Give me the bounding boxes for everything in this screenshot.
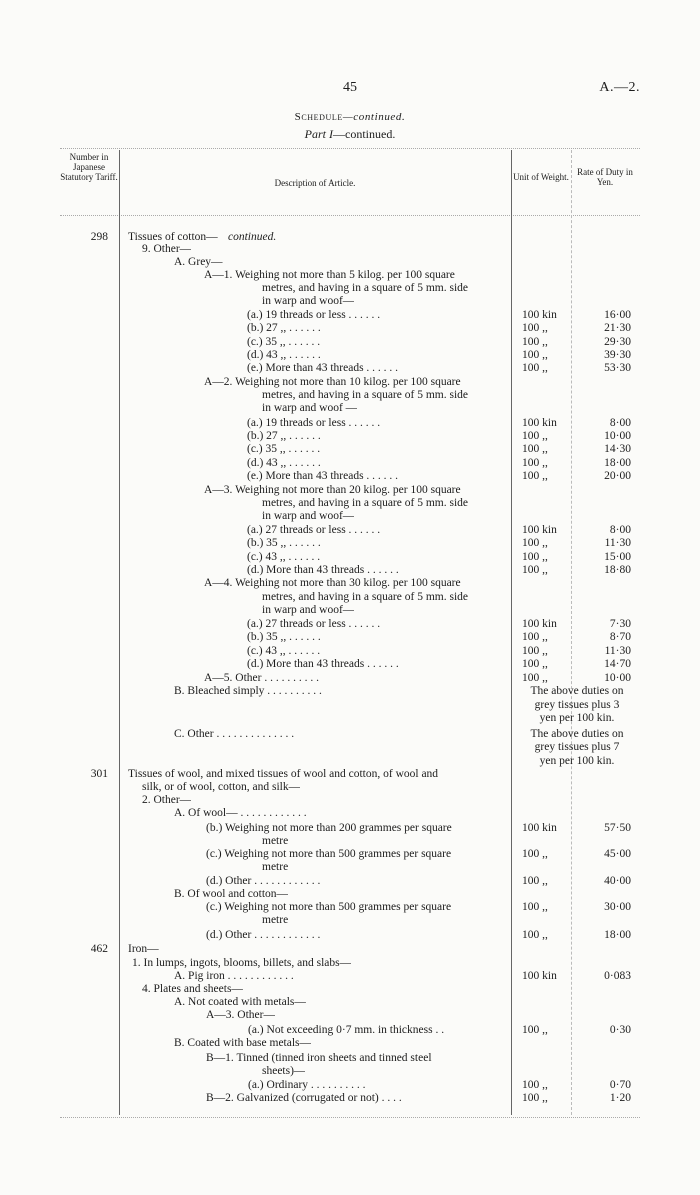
duty-note: The above duties on: [530, 728, 624, 740]
rate-of-duty: 20·00: [604, 470, 631, 482]
table-row: [0, 712, 700, 725]
article-description: (a.) 19 threads or less . . . . . .: [247, 417, 381, 429]
tariff-number: 298: [90, 231, 108, 243]
duty-note: The above duties on: [530, 685, 624, 697]
article-description: B. Of wool and cotton—: [174, 888, 289, 900]
article-description: B. Bleached simply . . . . . . . . . .: [174, 685, 322, 697]
table-row: [0, 755, 700, 768]
table-row: [0, 1024, 700, 1037]
table-row: [0, 269, 700, 282]
unit-of-weight: 100 ,,: [522, 645, 548, 657]
rate-of-duty: 45·00: [604, 848, 631, 860]
article-description: (d.) Other . . . . . . . . . . . .: [206, 875, 321, 887]
rate-of-duty: 39·30: [604, 349, 631, 361]
table-row: [0, 591, 700, 604]
table-row: [0, 497, 700, 510]
article-description: (e.) More than 43 threads . . . . . .: [247, 362, 399, 374]
duty-note: yen per 100 kin.: [539, 712, 615, 724]
article-description: (d.) Other . . . . . . . . . . . .: [206, 929, 321, 941]
table-row: [0, 901, 700, 914]
table-row: [0, 768, 700, 781]
table-row: [0, 537, 700, 550]
table-row: [0, 510, 700, 523]
unit-of-weight: 100 ,,: [522, 457, 548, 469]
schedule-continued: —continued.: [342, 111, 406, 123]
table-row: [0, 524, 700, 537]
article-description: 1. In lumps, ingots, blooms, billets, and slabs—: [132, 957, 352, 969]
article-description: sheets)—: [262, 1065, 306, 1077]
article-description: A—4. Weighing not more than 30 kilog. per 100 square: [204, 577, 461, 589]
rate-of-duty: 18·80: [604, 564, 631, 576]
article-description: (b.) 35 ,, . . . . . .: [247, 631, 321, 643]
table-row: [0, 1079, 700, 1092]
article-description: (c.) Weighing not more than 500 grammes per square: [206, 848, 452, 860]
unit-of-weight: 100 ,,: [522, 929, 548, 941]
table-row: [0, 336, 700, 349]
article-description: 4. Plates and sheets—: [142, 983, 243, 995]
unit-of-weight: 100 ,,: [522, 658, 548, 670]
rate-of-duty: 18·00: [604, 929, 631, 941]
article-description: (a.) Ordinary . . . . . . . . . .: [248, 1079, 366, 1091]
table-row: [0, 618, 700, 631]
article-description: A. Of wool— . . . . . . . . . . . .: [174, 807, 307, 819]
duty-note: grey tissues plus 7: [534, 741, 620, 753]
article-description: Iron—: [128, 943, 159, 955]
article-description: (d.) More than 43 threads . . . . . .: [247, 658, 399, 670]
table-row: [0, 685, 700, 698]
table-row: [0, 888, 700, 901]
table-row: [0, 470, 700, 483]
table-row: [0, 929, 700, 942]
article-description: B. Coated with base metals—: [174, 1037, 312, 1049]
article-description: B—1. Tinned (tinned iron sheets and tinned steel: [206, 1052, 432, 1064]
unit-of-weight: 100 ,,: [522, 901, 548, 913]
document-reference: A.—2.: [599, 80, 640, 95]
article-description: metres, and having in a square of 5 mm. side: [262, 389, 468, 401]
article-description: 9. Other—: [142, 243, 192, 255]
table-row: [0, 443, 700, 456]
article-description: (a.) Not exceeding 0·7 mm. in thickness . .: [248, 1024, 445, 1036]
article-description: 2. Other—: [142, 794, 192, 806]
unit-of-weight: 100 ,,: [522, 362, 548, 374]
table-row: [0, 807, 700, 820]
article-description: A. Not coated with metals—: [174, 996, 306, 1008]
table-row: [0, 1037, 700, 1050]
article-description: silk, or of wool, cotton, and silk—: [142, 781, 301, 793]
unit-of-weight: 100 kin: [522, 822, 557, 834]
article-description: (b.) Weighing not more than 200 grammes per square: [206, 822, 452, 834]
unit-of-weight: 100 kin: [522, 970, 557, 982]
article-description: in warp and woof—: [262, 295, 355, 307]
article-description: metre: [262, 914, 289, 926]
rate-of-duty: 57·50: [604, 822, 631, 834]
table-row: [0, 645, 700, 658]
unit-of-weight: 100 ,,: [522, 349, 548, 361]
article-description: (b.) 27 ,, . . . . . .: [247, 430, 321, 442]
table-row: [0, 996, 700, 1009]
rate-of-duty: 0·083: [604, 970, 631, 982]
table-row: [0, 848, 700, 861]
table-row: [0, 1092, 700, 1105]
table-row: [0, 349, 700, 362]
rate-of-duty: 40·00: [604, 875, 631, 887]
unit-of-weight: 100 ,,: [522, 1092, 548, 1104]
unit-of-weight: 100 ,,: [522, 1024, 548, 1036]
table-row: [0, 430, 700, 443]
table-row: [0, 551, 700, 564]
article-description: (b.) 35 ,, . . . . . .: [247, 537, 321, 549]
column-header-unit: Unit of Weight.: [513, 172, 569, 182]
table-row: [0, 970, 700, 983]
table-bottom-rule: [60, 1117, 640, 1118]
rate-of-duty: 16·00: [604, 309, 631, 321]
table-row: [0, 362, 700, 375]
table-row: [0, 728, 700, 741]
article-description: A—2. Weighing not more than 10 kilog. per 100 square: [204, 376, 461, 388]
table-row: [0, 1009, 700, 1022]
unit-of-weight: 100 kin: [522, 309, 557, 321]
article-description: Tissues of cotton—: [128, 231, 218, 243]
table-row: [0, 309, 700, 322]
table-row: [0, 604, 700, 617]
table-row: [0, 781, 700, 794]
table-row: [0, 957, 700, 970]
column-header-description: Description of Article.: [274, 178, 356, 188]
article-description: B—2. Galvanized (corrugated or not) . . . .: [206, 1092, 402, 1104]
table-row: [0, 835, 700, 848]
rate-of-duty: 8·00: [609, 524, 631, 536]
rate-of-duty: 15·00: [604, 551, 631, 563]
article-description: metres, and having in a square of 5 mm. side: [262, 591, 468, 603]
tariff-number: 462: [90, 943, 108, 955]
article-description: metres, and having in a square of 5 mm. side: [262, 282, 468, 294]
page-number: 45: [343, 80, 357, 95]
article-description: Tissues of wool, and mixed tissues of wool and cotton, of wool and: [128, 768, 439, 780]
article-description: metre: [262, 835, 289, 847]
rate-of-duty: 30·00: [604, 901, 631, 913]
rate-of-duty: 11·30: [604, 537, 631, 549]
table-row: [0, 402, 700, 415]
article-description: (c.) 43 ,, . . . . . .: [247, 645, 321, 657]
unit-of-weight: 100 kin: [522, 524, 557, 536]
article-description: in warp and woof—: [262, 510, 355, 522]
unit-of-weight: 100 ,,: [522, 430, 548, 442]
rate-of-duty: 10·00: [604, 672, 631, 684]
table-row: [0, 914, 700, 927]
schedule-title: [0, 111, 700, 123]
table-row: [0, 564, 700, 577]
rate-of-duty: 21·30: [604, 322, 631, 334]
table-row: [0, 943, 700, 956]
unit-of-weight: 100 kin: [522, 618, 557, 630]
schedule-word: Schedule: [294, 111, 343, 123]
article-description: (a.) 19 threads or less . . . . . .: [247, 309, 381, 321]
unit-of-weight: 100 ,,: [522, 1079, 548, 1091]
article-description: (e.) More than 43 threads . . . . . .: [247, 470, 399, 482]
article-description: (d.) More than 43 threads . . . . . .: [247, 564, 399, 576]
unit-of-weight: 100 kin: [522, 417, 557, 429]
article-description: A. Grey—: [174, 256, 223, 268]
table-row: [0, 457, 700, 470]
table-row: [0, 794, 700, 807]
duty-note: grey tissues plus 3: [534, 699, 620, 711]
article-description: (c.) 43 ,, . . . . . .: [247, 551, 321, 563]
table-row: [0, 1065, 700, 1078]
rate-of-duty: 0·70: [609, 1079, 631, 1091]
table-row: [0, 1052, 700, 1065]
article-description: (b.) 27 ,, . . . . . .: [247, 322, 321, 334]
rate-of-duty: 29·30: [604, 336, 631, 348]
rate-of-duty: 14·70: [604, 658, 631, 670]
rate-of-duty: 8·00: [609, 417, 631, 429]
article-description: A—1. Weighing not more than 5 kilog. per 100 square: [204, 269, 455, 281]
table-row: [0, 631, 700, 644]
article-description: A. Pig iron . . . . . . . . . . . .: [174, 970, 294, 982]
part-title: [0, 127, 700, 142]
article-description: metres, and having in a square of 5 mm. side: [262, 497, 468, 509]
rate-of-duty: 14·30: [604, 443, 631, 455]
table-row: [0, 256, 700, 269]
table-row: [0, 741, 700, 754]
table-row: [0, 243, 700, 256]
unit-of-weight: 100 ,,: [522, 631, 548, 643]
unit-of-weight: 100 ,,: [522, 322, 548, 334]
table-row: [0, 658, 700, 671]
rate-of-duty: 8·70: [609, 631, 631, 643]
rate-of-duty: 7·30: [609, 618, 631, 630]
article-description: (c.) 35 ,, . . . . . .: [247, 336, 321, 348]
table-top-rule: [60, 148, 640, 149]
article-description: (d.) 43 ,, . . . . . .: [247, 457, 321, 469]
table-row: [0, 484, 700, 497]
duty-note: yen per 100 kin.: [539, 755, 615, 767]
unit-of-weight: 100 ,,: [522, 848, 548, 860]
article-description: (c.) Weighing not more than 500 grammes per square: [206, 901, 452, 913]
unit-of-weight: 100 ,,: [522, 470, 548, 482]
table-row: [0, 983, 700, 996]
unit-of-weight: 100 ,,: [522, 672, 548, 684]
rate-of-duty: 18·00: [604, 457, 631, 469]
article-description: (d.) 43 ,, . . . . . .: [247, 349, 321, 361]
table-row: [0, 322, 700, 335]
article-description: A—5. Other . . . . . . . . . .: [204, 672, 319, 684]
column-header-rate: Rate of Duty in Yen.: [577, 167, 633, 187]
header-bottom-rule: [60, 215, 640, 216]
article-description: A—3. Weighing not more than 20 kilog. per 100 square: [204, 484, 461, 496]
article-description: in warp and woof —: [262, 402, 358, 414]
table-row: [0, 376, 700, 389]
article-description: (a.) 27 threads or less . . . . . .: [247, 618, 381, 630]
rate-of-duty: 10·00: [604, 430, 631, 442]
article-description: C. Other . . . . . . . . . . . . . .: [174, 728, 295, 740]
table-row: [0, 822, 700, 835]
table-row: [0, 699, 700, 712]
unit-of-weight: 100 ,,: [522, 443, 548, 455]
rate-of-duty: 0·30: [609, 1024, 631, 1036]
table-row: [0, 282, 700, 295]
article-description: (c.) 35 ,, . . . . . .: [247, 443, 321, 455]
rate-of-duty: 53·30: [604, 362, 631, 374]
table-row: [0, 672, 700, 685]
unit-of-weight: 100 ,,: [522, 537, 548, 549]
unit-of-weight: 100 ,,: [522, 875, 548, 887]
article-description: in warp and woof—: [262, 604, 355, 616]
table-row: [0, 875, 700, 888]
unit-of-weight: 100 ,,: [522, 336, 548, 348]
unit-of-weight: 100 ,,: [522, 564, 548, 576]
column-header-number: Number in Japanese Statutory Tariff.: [60, 152, 118, 182]
article-description: (a.) 27 threads or less . . . . . .: [247, 524, 381, 536]
tariff-number: 301: [90, 768, 108, 780]
table-row: [0, 577, 700, 590]
rate-of-duty: 1·20: [609, 1092, 631, 1104]
table-row: [0, 417, 700, 430]
rate-of-duty: 11·30: [604, 645, 631, 657]
article-description: A—3. Other—: [206, 1009, 275, 1021]
part-continued: —continued.: [333, 127, 396, 141]
table-row: [0, 389, 700, 402]
table-row: [0, 295, 700, 308]
unit-of-weight: 100 ,,: [522, 551, 548, 563]
continued-note: continued.: [228, 231, 277, 243]
article-description: metre: [262, 861, 289, 873]
table-row: [0, 861, 700, 874]
part-word: Part I: [304, 127, 333, 141]
